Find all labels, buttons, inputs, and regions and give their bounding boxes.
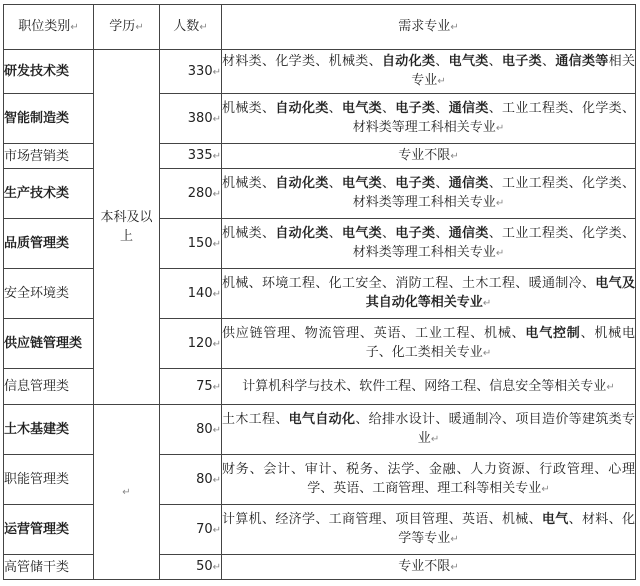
major-text-segment: 专业不限 [398, 559, 451, 574]
major-text-segment: 、工业工程类、化学类、材料类等理工科相关专业 [352, 101, 635, 135]
major-text-segment: 机械类、 [222, 226, 276, 241]
major-text-segment: 机械类、 [222, 101, 276, 116]
cell-category: 运营管理类 [4, 505, 94, 555]
cell-count: 50↵ [160, 555, 222, 580]
cell-major: 机械类、自动化类、电气类、电子类、通信类、工业工程类、化学类、材料类等理工科相关专业↵ [222, 219, 636, 269]
major-text-segment: 供应链管理、物流管理、英语、工业工程、机械、 [222, 326, 526, 341]
cell-count: 80↵ [160, 455, 222, 505]
cell-category: 品质管理类 [4, 219, 94, 269]
cell-major: 土木工程、电气自动化、给排水设计、暖通制冷、项目造价等建筑类专业↵ [222, 405, 636, 455]
cell-count: 70↵ [160, 505, 222, 555]
major-text-segment: 、 [382, 226, 396, 241]
cell-count: 150↵ [160, 219, 222, 269]
major-text-segment: 电气及其自动化等相关专业 [365, 276, 635, 310]
major-text-segment: 自动化类 [275, 101, 329, 116]
major-text-segment: 电气自动化 [288, 412, 356, 427]
cell-category: 职能管理类 [4, 455, 94, 505]
cell-category: 供应链管理类 [4, 319, 94, 369]
cell-category: 生产技术类 [4, 169, 94, 219]
major-text-segment: 电气控制 [525, 326, 581, 341]
major-text-segment: 、 [328, 176, 342, 191]
cell-count: 335↵ [160, 144, 222, 169]
header-major: 需求专业↵ [222, 5, 636, 50]
major-text-segment: 电子类 [395, 226, 436, 241]
major-text-segment: 、工业工程类、化学类、材料类等理工科相关专业 [352, 176, 635, 210]
cell-count: 120↵ [160, 319, 222, 369]
table-row [4, 405, 636, 455]
major-text-segment: 自动化类 [381, 54, 436, 69]
major-text-segment: 计算机、经济学、工商管理、项目管理、英语、机械、 [222, 512, 542, 527]
major-text-segment: 电子类 [501, 54, 542, 69]
header-education: 学历↵ [94, 5, 160, 50]
major-text-segment: 电气类 [342, 101, 382, 116]
major-text-segment: 通信类等 [555, 54, 609, 69]
major-text-segment: 、 [435, 226, 449, 241]
major-text-segment: 、 [435, 176, 449, 191]
major-text-segment: 电气类 [342, 176, 382, 191]
major-text-segment: 机械、环境工程、化工安全、消防工程、土木工程、暖通制冷、 [222, 276, 596, 291]
major-text-segment: 电子类 [395, 101, 436, 116]
major-text-segment: 、机械电子、化工类相关专业 [365, 326, 635, 360]
cell-education-merged: 本科及以上 [94, 50, 160, 405]
major-text-segment: 通信类 [448, 176, 489, 191]
cell-major: 供应链管理、物流管理、英语、工业工程、机械、电气控制、机械电子、化工类相关专业↵ [222, 319, 636, 369]
major-text-segment: 自动化类 [275, 176, 329, 191]
header-row [4, 5, 636, 50]
cell-category: 土木基建类 [4, 405, 94, 455]
major-text-segment: 相关专业 [411, 54, 635, 88]
major-text-segment: 土木工程、 [222, 412, 289, 427]
cell-major: 机械类、自动化类、电气类、电子类、通信类、工业工程类、化学类、材料类等理工科相关专业↵ [222, 169, 636, 219]
major-text-segment: 电子类 [395, 176, 436, 191]
major-text-segment: 、 [382, 176, 396, 191]
major-text-segment: 、 [382, 101, 396, 116]
major-text-segment: 、给排水设计、暖通制冷、项目造价等建筑类专业 [355, 412, 635, 446]
cell-major: 计算机、经济学、工商管理、项目管理、英语、机械、电气、材料、化学等专业↵ [222, 505, 636, 555]
cell-major: 计算机科学与技术、软件工程、网络工程、信息安全等相关专业↵ [222, 369, 636, 405]
major-text-segment: 电气类 [448, 54, 489, 69]
header-count: 人数↵ [160, 5, 222, 50]
major-text-segment: 机械类、 [222, 176, 276, 191]
major-text-segment: 专业不限 [398, 148, 451, 163]
major-text-segment: 、材料、化学等专业 [398, 512, 635, 546]
cell-category: 研发技术类 [4, 50, 94, 94]
cell-major: 专业不限↵ [222, 144, 636, 169]
major-text-segment: 通信类 [448, 101, 489, 116]
major-text-segment: 、 [488, 54, 502, 69]
header-category: 职位类别↵ [4, 5, 94, 50]
major-text-segment: 计算机科学与技术、软件工程、网络工程、信息安全等相关专业 [242, 378, 607, 394]
table-row [4, 50, 636, 94]
cell-count: 75↵ [160, 369, 222, 405]
major-text-segment: 材料类、化学类、机械类、 [222, 54, 382, 69]
major-text-segment: 电气类 [342, 226, 382, 241]
recruitment-table [3, 4, 636, 580]
cell-count: 330↵ [160, 50, 222, 94]
major-text-segment: 电气 [541, 512, 569, 527]
cell-category: 智能制造类 [4, 94, 94, 144]
cell-count: 380↵ [160, 94, 222, 144]
cell-major: 专业不限↵ [222, 555, 636, 580]
major-text-segment: 、 [328, 101, 342, 116]
major-text-segment: 财务、会计、审计、税务、法学、金融、人力资源、行政管理、心理学、英语、工商管理、理工科等相关专业 [222, 462, 635, 496]
major-text-segment: 、 [328, 226, 342, 241]
cell-count: 80↵ [160, 405, 222, 455]
major-text-segment: 、工业工程类、化学类、材料类等理工科相关专业 [352, 226, 635, 260]
cell-education-empty: ↵ [94, 405, 160, 580]
cell-major: 机械类、自动化类、电气类、电子类、通信类、工业工程类、化学类、材料类等理工科相关专业↵ [222, 94, 636, 144]
cell-category: 安全环境类 [4, 269, 94, 319]
cell-major: 财务、会计、审计、税务、法学、金融、人力资源、行政管理、心理学、英语、工商管理、理工科等相关专业↵ [222, 455, 636, 505]
cell-count: 140↵ [160, 269, 222, 319]
major-text-segment: 自动化类 [275, 226, 329, 241]
cell-category: 信息管理类 [4, 369, 94, 405]
major-text-segment: 、 [435, 54, 449, 69]
major-text-segment: 、 [435, 101, 449, 116]
cell-category: 高管储干类 [4, 555, 94, 580]
cell-major: 材料类、化学类、机械类、自动化类、电气类、电子类、通信类等相关专业↵ [222, 50, 636, 94]
cell-major: 机械、环境工程、化工安全、消防工程、土木工程、暖通制冷、电气及其自动化等相关专业↵ [222, 269, 636, 319]
cell-category: 市场营销类 [4, 144, 94, 169]
cell-count: 280↵ [160, 169, 222, 219]
major-text-segment: 通信类 [448, 226, 489, 241]
major-text-segment: 、 [541, 54, 556, 69]
